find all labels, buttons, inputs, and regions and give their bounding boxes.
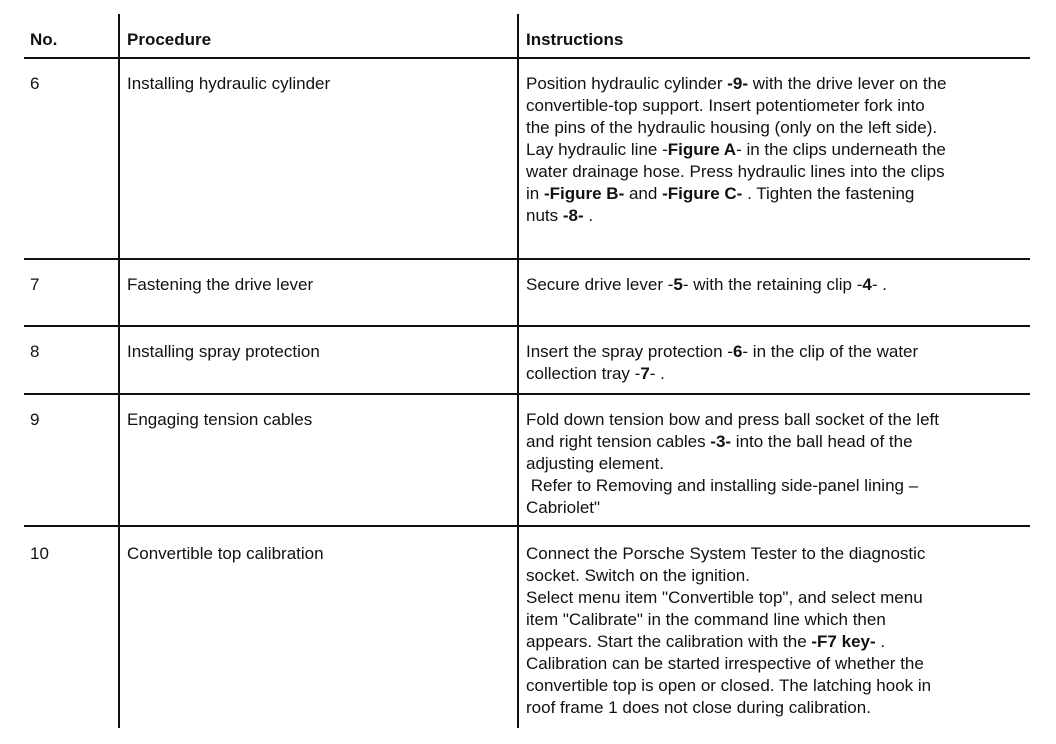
instruction-line: nuts -8- .: [526, 206, 594, 225]
instruction-line: Connect the Porsche System Tester to the diagnostic: [526, 544, 926, 563]
row-7-no: 7: [30, 275, 40, 294]
instruction-line: Position hydraulic cylinder -9- with the drive lever on the: [526, 74, 947, 93]
instruction-line: collection tray -7- .: [526, 364, 665, 383]
row-10-no: 10: [30, 544, 49, 563]
row-10-instructions: [526, 543, 931, 719]
row-divider-8: [24, 393, 1030, 395]
instruction-line: water drainage hose. Press hydraulic lines into the clips: [526, 162, 945, 181]
column-divider-1: [118, 14, 120, 728]
instruction-line: Secure drive lever -5- with the retaining clip -4- .: [526, 275, 887, 294]
row-7-procedure: Fastening the drive lever: [127, 275, 314, 294]
instruction-line: convertible-top support. Insert potentiometer fork into: [526, 96, 925, 115]
instruction-line: Lay hydraulic line -Figure A- in the clips underneath the: [526, 140, 946, 159]
row-divider-6: [24, 258, 1030, 260]
instruction-line: Insert the spray protection -6- in the clip of the water: [526, 342, 919, 361]
instruction-line[interactable]: Refer to Removing and installing side-panel lining –: [526, 476, 919, 495]
instruction-line: socket. Switch on the ignition.: [526, 566, 750, 585]
row-8-instructions: [526, 341, 918, 385]
instruction-line: Fold down tension bow and press ball socket of the left: [526, 410, 939, 429]
row-divider-9: [24, 525, 1030, 527]
row-6-procedure: Installing hydraulic cylinder: [127, 74, 331, 93]
instruction-line: Calibration can be started irrespective of whether the: [526, 654, 924, 673]
instruction-line: the pins of the hydraulic housing (only on the left side).: [526, 118, 938, 137]
header-divider: [24, 57, 1030, 59]
instruction-line: in -Figure B- and -Figure C- . Tighten the fastening: [526, 184, 915, 203]
instruction-line: convertible top is open or closed. The latching hook in: [526, 676, 932, 695]
instruction-line: Cabriolet": [526, 498, 601, 517]
row-10-procedure: Convertible top calibration: [127, 544, 324, 563]
column-divider-2: [517, 14, 519, 728]
instruction-line: item "Calibrate" in the command line which then: [526, 610, 886, 629]
row-7-instructions: [526, 274, 887, 296]
row-divider-7: [24, 325, 1030, 327]
row-6-no: 6: [30, 74, 40, 93]
instruction-line: Select menu item "Convertible top", and select menu: [526, 588, 923, 607]
row-6-instructions: [526, 73, 947, 227]
header-instructions: Instructions: [526, 30, 624, 49]
instruction-line: roof frame 1 does not close during calibration.: [526, 698, 871, 717]
instruction-line: and right tension cables -3- into the ball head of the: [526, 432, 913, 451]
header-no: No.: [30, 30, 58, 49]
instruction-line: appears. Start the calibration with the -F7 key- .: [526, 632, 886, 651]
row-8-no: 8: [30, 342, 40, 361]
row-9-instructions: [526, 409, 939, 519]
instruction-line: adjusting element.: [526, 454, 664, 473]
row-9-no: 9: [30, 410, 40, 429]
row-8-procedure: Installing spray protection: [127, 342, 320, 361]
row-9-procedure: Engaging tension cables: [127, 410, 313, 429]
header-procedure: Procedure: [127, 30, 212, 49]
